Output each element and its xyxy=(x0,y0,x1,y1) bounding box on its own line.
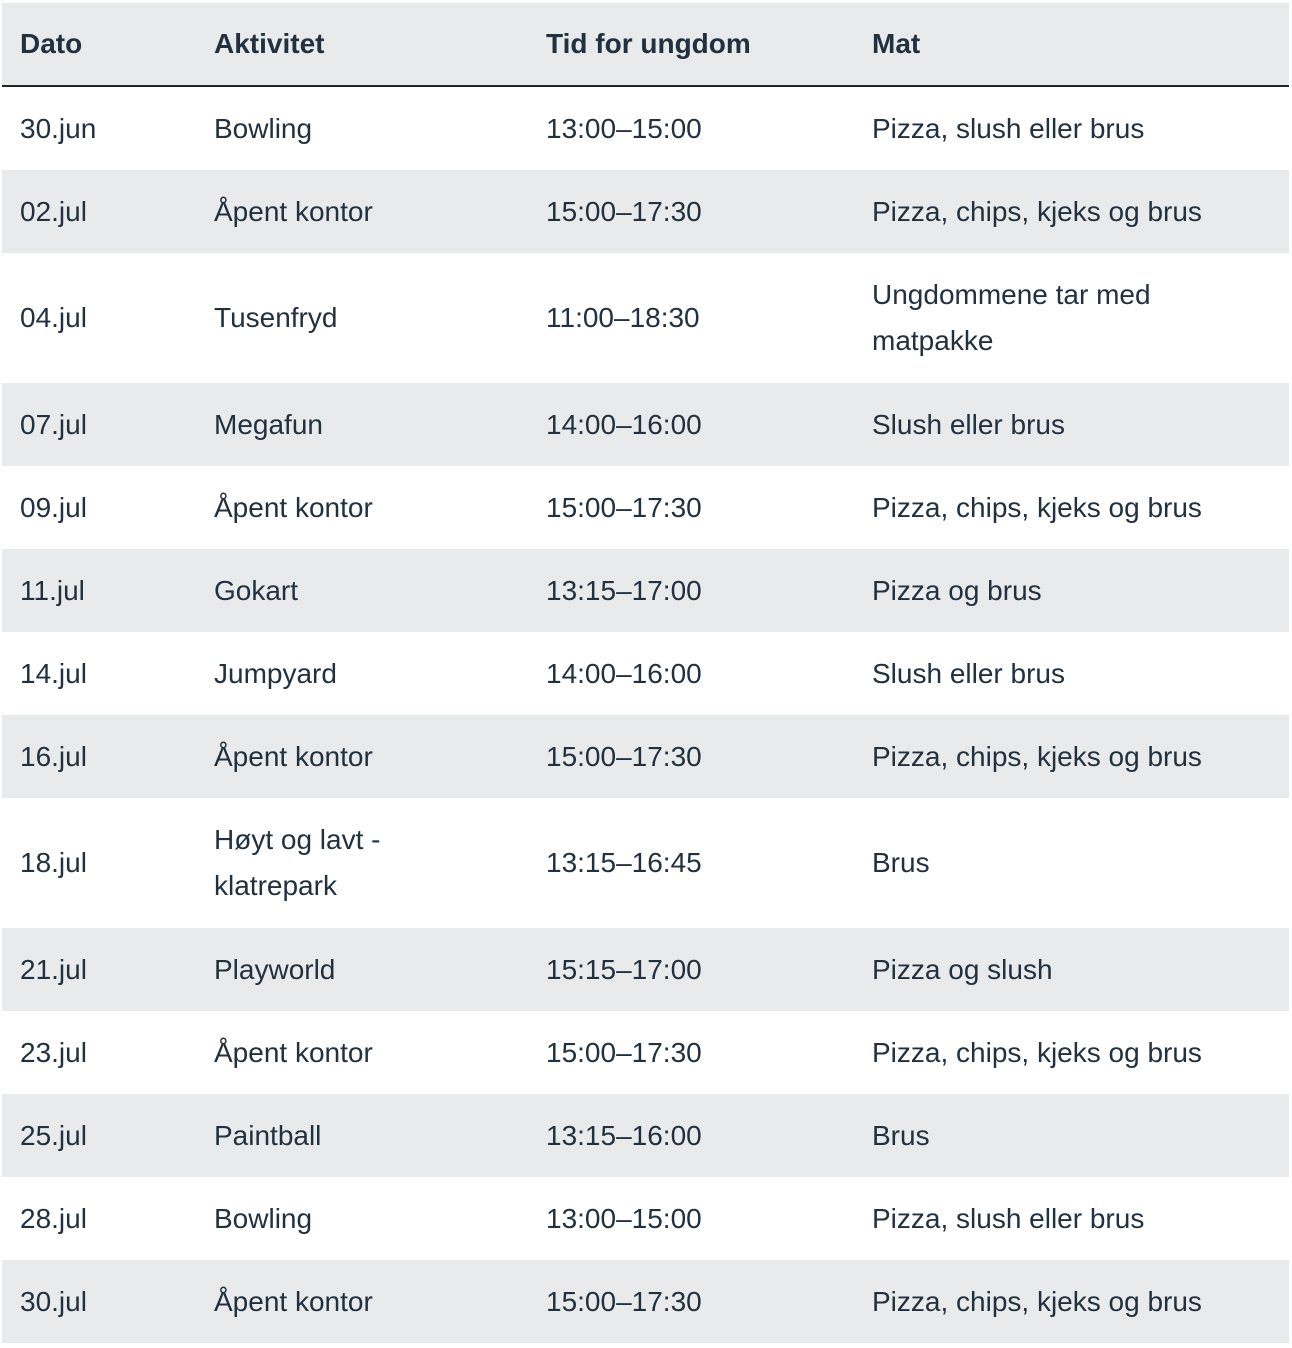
table-row xyxy=(2,632,1289,715)
table-row xyxy=(2,383,1289,466)
cell-time: 15:00–17:30 xyxy=(528,1011,854,1094)
cell-date: 23.jul xyxy=(2,1011,196,1094)
cell-time: 13:00–15:00 xyxy=(528,1177,854,1260)
cell-food-text: Ungdommene tar med matpakke xyxy=(872,279,1151,356)
cell-activity: Gokart xyxy=(196,549,528,632)
cell-food: Brus xyxy=(854,798,1289,928)
cell-food: Pizza og brus xyxy=(854,549,1289,632)
cell-activity: Bowling xyxy=(196,1177,528,1260)
table-row xyxy=(2,170,1289,253)
header-row xyxy=(2,3,1289,86)
cell-date: 02.jul xyxy=(2,170,196,253)
table-row xyxy=(2,549,1289,632)
cell-activity: Megafun xyxy=(196,383,528,466)
cell-time: 15:00–17:30 xyxy=(528,466,854,549)
table-row xyxy=(2,928,1289,1011)
cell-date: 18.jul xyxy=(2,798,196,928)
cell-time: 13:15–16:00 xyxy=(528,1094,854,1177)
cell-time: 15:00–17:30 xyxy=(528,715,854,798)
cell-date: 28.jul xyxy=(2,1177,196,1260)
cell-activity xyxy=(196,798,528,928)
cell-food: Pizza, chips, kjeks og brus xyxy=(854,466,1289,549)
cell-time: 15:15–17:00 xyxy=(528,928,854,1011)
cell-date: 21.jul xyxy=(2,928,196,1011)
cell-food: Slush eller brus xyxy=(854,383,1289,466)
cell-activity: Åpent kontor xyxy=(196,466,528,549)
cell-time: 13:15–17:00 xyxy=(528,549,854,632)
table-row xyxy=(2,253,1289,383)
cell-date: 30.jun xyxy=(2,86,196,170)
table-row xyxy=(2,466,1289,549)
cell-activity: Åpent kontor xyxy=(196,1260,528,1343)
cell-activity: Jumpyard xyxy=(196,632,528,715)
cell-date: 04.jul xyxy=(2,253,196,383)
cell-food: Pizza, slush eller brus xyxy=(854,1177,1289,1260)
cell-date: 11.jul xyxy=(2,549,196,632)
table-row xyxy=(2,1094,1289,1177)
cell-food: Pizza, chips, kjeks og brus xyxy=(854,715,1289,798)
cell-time: 11:00–18:30 xyxy=(528,253,854,383)
header-date: Dato xyxy=(2,3,196,86)
cell-activity-text: Høyt og lavt - klatrepark xyxy=(214,824,381,901)
cell-food: Brus xyxy=(854,1094,1289,1177)
header-activity: Aktivitet xyxy=(196,3,528,86)
table-row xyxy=(2,1260,1289,1343)
cell-activity: Bowling xyxy=(196,86,528,170)
cell-time: 15:00–17:30 xyxy=(528,170,854,253)
cell-date: 25.jul xyxy=(2,1094,196,1177)
table-row xyxy=(2,798,1289,928)
header-time: Tid for ungdom xyxy=(528,3,854,86)
cell-activity: Paintball xyxy=(196,1094,528,1177)
cell-date: 09.jul xyxy=(2,466,196,549)
table-row xyxy=(2,715,1289,798)
cell-food: Pizza og slush xyxy=(854,928,1289,1011)
cell-food: Slush eller brus xyxy=(854,632,1289,715)
cell-time: 14:00–16:00 xyxy=(528,632,854,715)
cell-time: 15:00–17:30 xyxy=(528,1260,854,1343)
cell-date: 14.jul xyxy=(2,632,196,715)
table-row xyxy=(2,1177,1289,1260)
table-row xyxy=(2,1011,1289,1094)
cell-date: 07.jul xyxy=(2,383,196,466)
cell-food: Pizza, chips, kjeks og brus xyxy=(854,1011,1289,1094)
cell-food: Pizza, slush eller brus xyxy=(854,86,1289,170)
cell-activity: Åpent kontor xyxy=(196,170,528,253)
cell-time: 13:00–15:00 xyxy=(528,86,854,170)
cell-activity: Playworld xyxy=(196,928,528,1011)
cell-food: Pizza, chips, kjeks og brus xyxy=(854,170,1289,253)
cell-food: Pizza, chips, kjeks og brus xyxy=(854,1260,1289,1343)
cell-time: 14:00–16:00 xyxy=(528,383,854,466)
cell-date: 16.jul xyxy=(2,715,196,798)
table-row xyxy=(2,86,1289,170)
header-food: Mat xyxy=(854,3,1289,86)
cell-activity: Tusenfryd xyxy=(196,253,528,383)
table-header xyxy=(2,3,1289,86)
schedule-table xyxy=(2,3,1289,1343)
cell-date: 30.jul xyxy=(2,1260,196,1343)
activity-schedule xyxy=(2,3,1289,1343)
cell-time: 13:15–16:45 xyxy=(528,798,854,928)
table-body xyxy=(2,86,1289,1343)
cell-food xyxy=(854,253,1289,383)
cell-activity: Åpent kontor xyxy=(196,1011,528,1094)
cell-activity: Åpent kontor xyxy=(196,715,528,798)
